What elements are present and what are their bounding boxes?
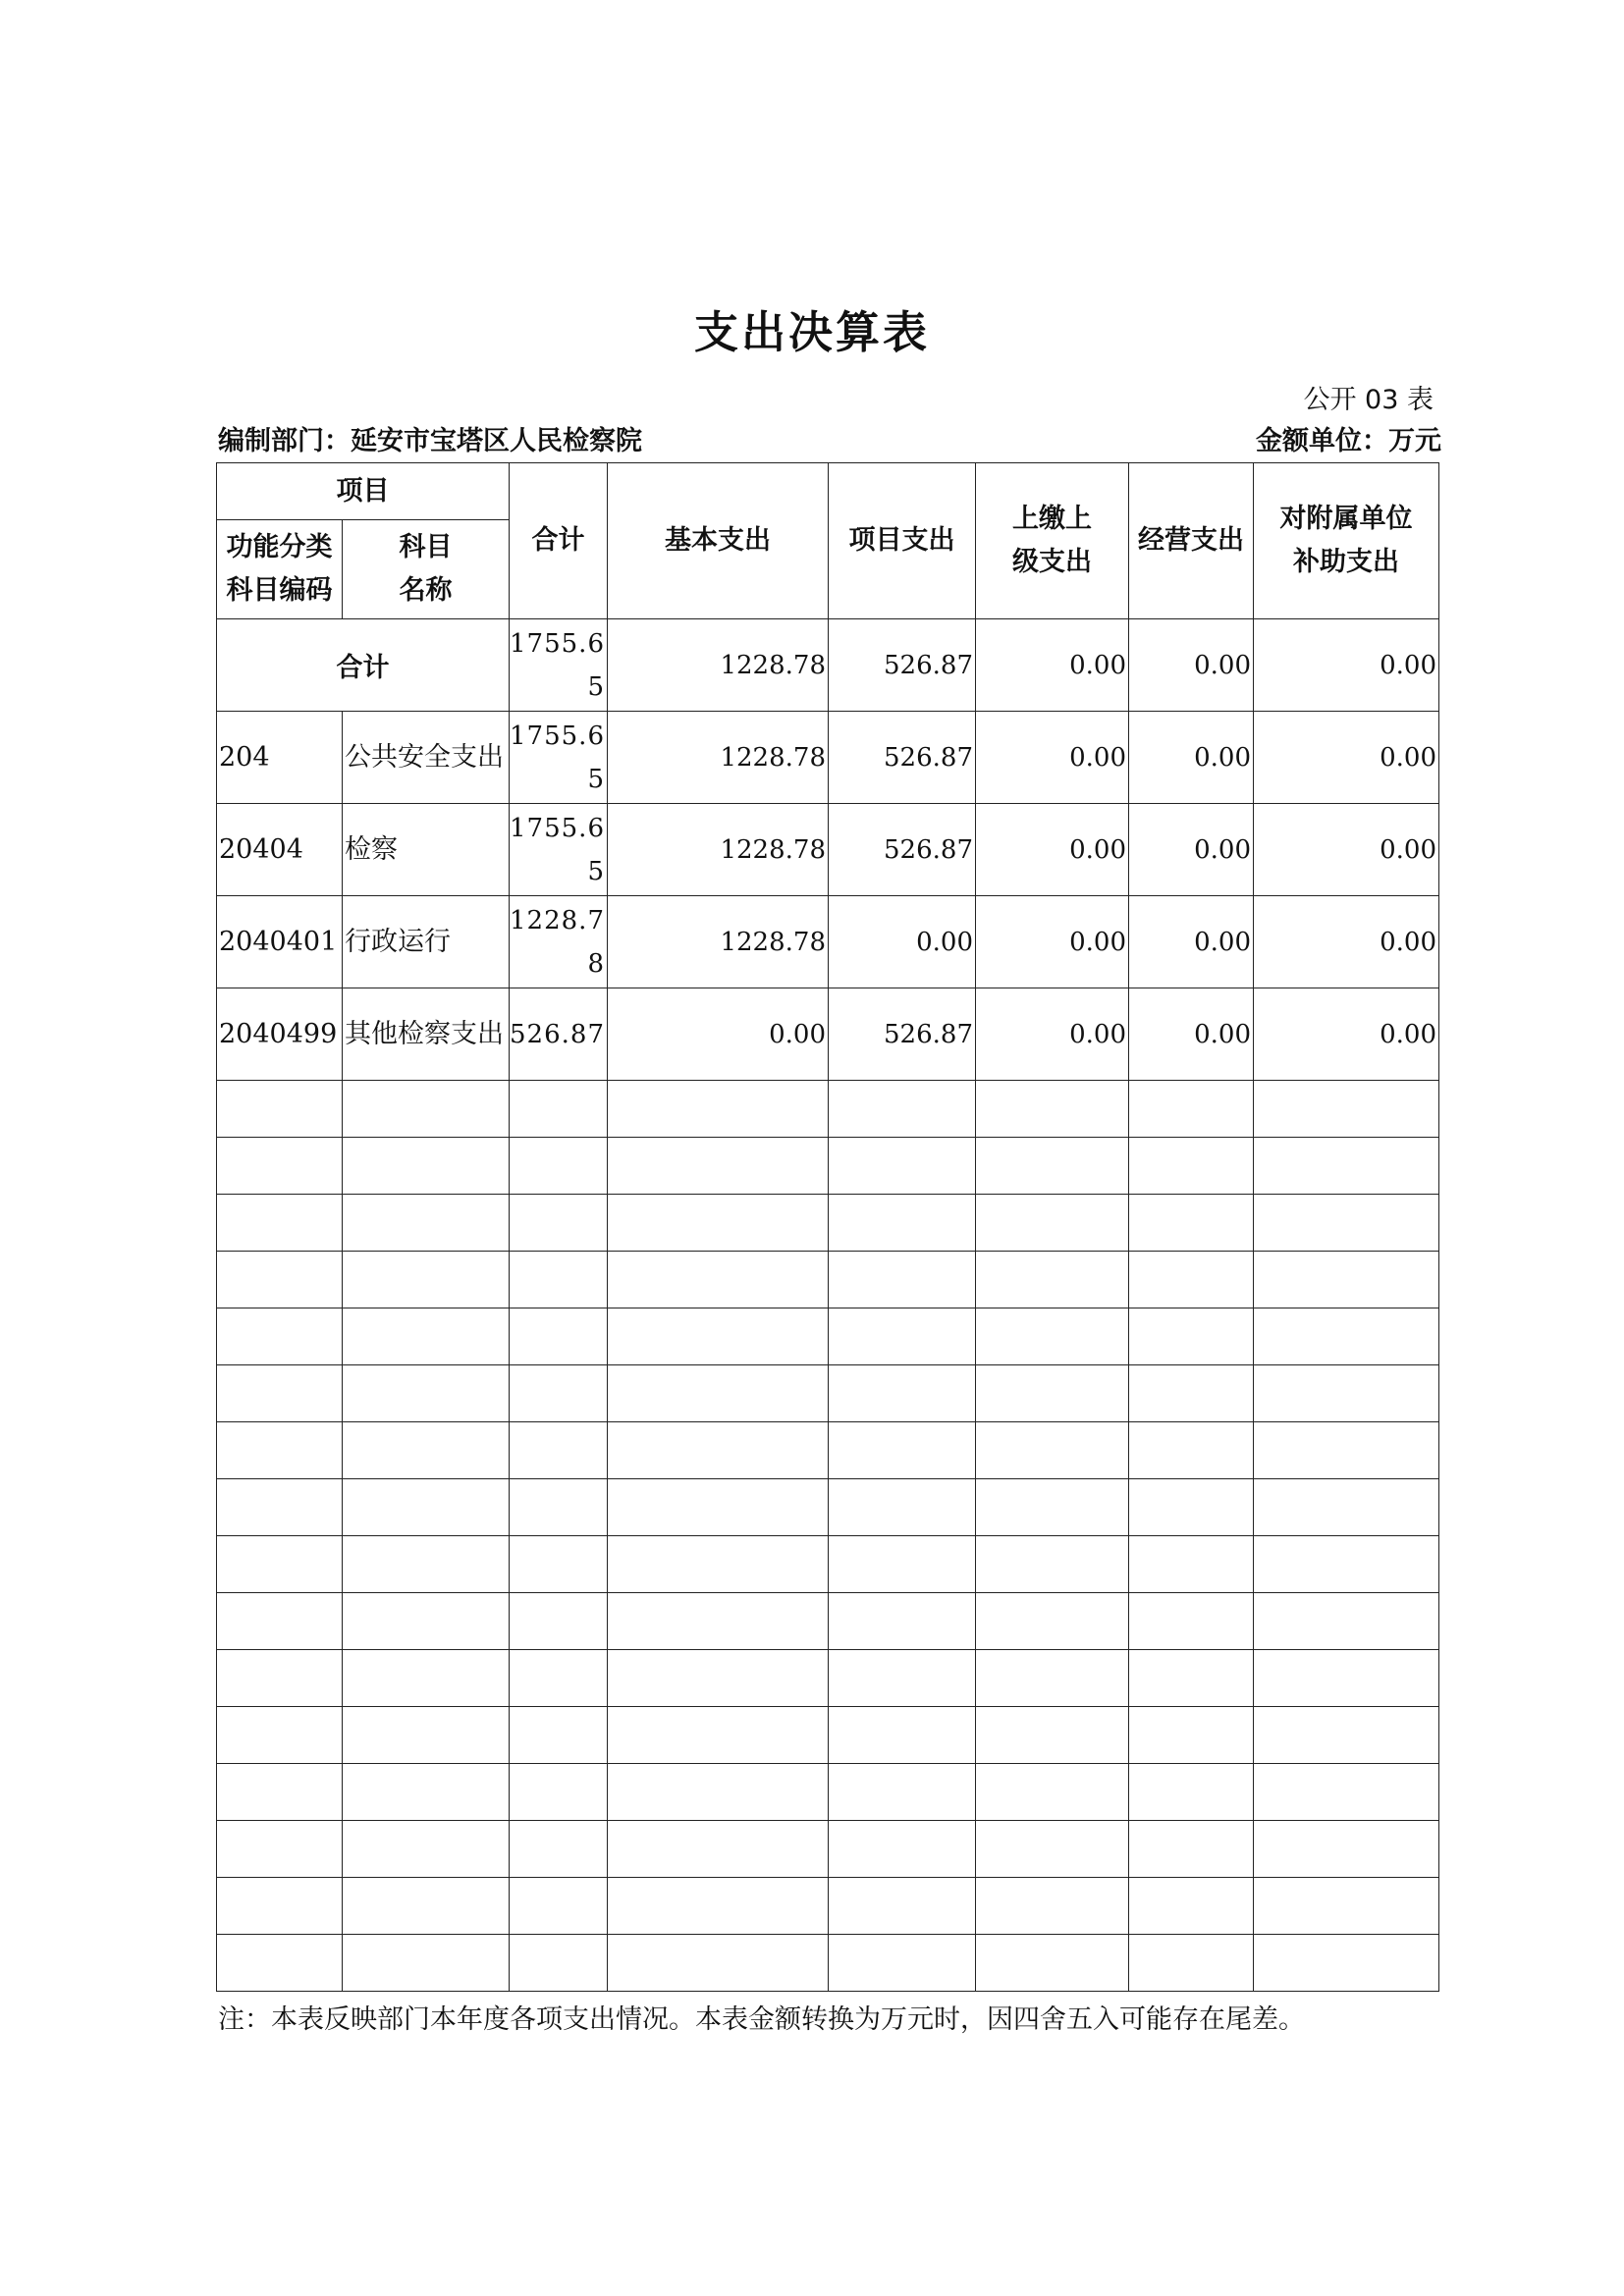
empty-cell <box>608 1707 829 1764</box>
empty-cell <box>217 1479 343 1536</box>
empty-cell <box>1254 1081 1439 1138</box>
empty-cell <box>608 1764 829 1821</box>
empty-cell <box>976 1195 1129 1252</box>
header-func-code <box>217 520 343 619</box>
empty-cell <box>829 1650 976 1707</box>
empty-cell <box>510 1593 608 1650</box>
empty-cell <box>217 1138 343 1195</box>
row-total: 1755.65 <box>510 712 608 804</box>
empty-row <box>217 1707 1439 1764</box>
empty-cell <box>217 1365 343 1422</box>
empty-cell <box>217 1707 343 1764</box>
empty-cell <box>1129 1878 1254 1935</box>
empty-cell <box>1129 1764 1254 1821</box>
row-project: 0.00 <box>829 896 976 988</box>
empty-cell <box>1254 1138 1439 1195</box>
empty-cell <box>1254 1707 1439 1764</box>
footnote: 注：本表反映部门本年度各项支出情况。本表金额转换为万元时，因四舍五入可能存在尾差。 <box>218 2004 1305 2035</box>
empty-cell <box>1129 1479 1254 1536</box>
table-row <box>217 988 1439 1081</box>
row-project: 526.87 <box>829 988 976 1081</box>
empty-row <box>217 1422 1439 1479</box>
empty-cell <box>976 1422 1129 1479</box>
empty-cell <box>343 1935 510 1992</box>
empty-cell <box>217 1821 343 1878</box>
row-project: 526.87 <box>829 712 976 804</box>
empty-cell <box>976 1138 1129 1195</box>
expenditure-table <box>216 462 1439 1992</box>
empty-row <box>217 1308 1439 1365</box>
empty-cell <box>1129 1308 1254 1365</box>
empty-cell <box>829 1707 976 1764</box>
row-code: 2040401 <box>217 896 343 988</box>
empty-row <box>217 1764 1439 1821</box>
table-row <box>217 712 1439 804</box>
empty-cell <box>1129 1422 1254 1479</box>
empty-cell <box>608 1252 829 1308</box>
row-basic: 1228.78 <box>608 712 829 804</box>
empty-cell <box>343 1593 510 1650</box>
empty-cell <box>1129 1252 1254 1308</box>
empty-cell <box>1254 1252 1439 1308</box>
empty-cell <box>829 1878 976 1935</box>
empty-cell <box>343 1138 510 1195</box>
empty-cell <box>976 1308 1129 1365</box>
row-basic: 0.00 <box>608 988 829 1081</box>
empty-cell <box>608 1536 829 1593</box>
row-code: 2040499 <box>217 988 343 1081</box>
empty-cell <box>510 1707 608 1764</box>
sum-label: 合计 <box>217 619 510 712</box>
empty-cell <box>976 1479 1129 1536</box>
header-basic: 基本支出 <box>608 463 829 619</box>
table-row <box>217 804 1439 896</box>
empty-cell <box>1129 1365 1254 1422</box>
row-name: 行政运行 <box>343 896 510 988</box>
empty-cell <box>976 1707 1129 1764</box>
empty-cell <box>510 1422 608 1479</box>
empty-cell <box>1254 1821 1439 1878</box>
empty-row <box>217 1081 1439 1138</box>
empty-row <box>217 1138 1439 1195</box>
empty-cell <box>217 1536 343 1593</box>
empty-cell <box>1254 1308 1439 1365</box>
row-name: 检察 <box>343 804 510 896</box>
empty-cell <box>1129 1195 1254 1252</box>
empty-cell <box>1129 1536 1254 1593</box>
header-remit-label: 上缴上级支出 <box>1012 504 1092 577</box>
row-code: 20404 <box>217 804 343 896</box>
empty-cell <box>829 1195 976 1252</box>
empty-cell <box>608 1479 829 1536</box>
empty-cell <box>608 1422 829 1479</box>
empty-cell <box>510 1536 608 1593</box>
empty-cell <box>608 1650 829 1707</box>
empty-cell <box>510 1252 608 1308</box>
header-subject-name <box>343 520 510 619</box>
empty-cell <box>510 1138 608 1195</box>
row-total: 526.87 <box>510 988 608 1081</box>
row-remit: 0.00 <box>976 896 1129 988</box>
header-func-code-label: 功能分类科目编码 <box>226 532 333 606</box>
empty-cell <box>1129 1593 1254 1650</box>
sum-project: 526.87 <box>829 619 976 712</box>
empty-cell <box>1254 1536 1439 1593</box>
row-name: 其他检察支出 <box>343 988 510 1081</box>
empty-cell <box>829 1764 976 1821</box>
empty-cell <box>976 1593 1129 1650</box>
empty-cell <box>829 1365 976 1422</box>
empty-cell <box>343 1422 510 1479</box>
empty-cell <box>510 1764 608 1821</box>
empty-cell <box>608 1138 829 1195</box>
empty-cell <box>1129 1650 1254 1707</box>
empty-cell <box>217 1422 343 1479</box>
empty-cell <box>217 1081 343 1138</box>
empty-row <box>217 1821 1439 1878</box>
empty-cell <box>217 1935 343 1992</box>
empty-cell <box>829 1593 976 1650</box>
empty-cell <box>510 1308 608 1365</box>
empty-cell <box>608 1308 829 1365</box>
empty-cell <box>608 1593 829 1650</box>
empty-row <box>217 1252 1439 1308</box>
empty-cell <box>829 1138 976 1195</box>
empty-cell <box>976 1081 1129 1138</box>
empty-cell <box>343 1081 510 1138</box>
empty-cell <box>343 1479 510 1536</box>
header-total: 合计 <box>510 463 608 619</box>
empty-cell <box>976 1252 1129 1308</box>
row-code: 204 <box>217 712 343 804</box>
empty-cell <box>829 1081 976 1138</box>
empty-cell <box>343 1365 510 1422</box>
empty-cell <box>829 1536 976 1593</box>
header-item: 项目 <box>217 463 510 520</box>
empty-cell <box>976 1821 1129 1878</box>
header-subsidy-label: 对附属单位补助支出 <box>1279 504 1413 577</box>
empty-cell <box>608 1365 829 1422</box>
unit-label: 金额单位：万元 <box>1256 426 1441 456</box>
empty-cell <box>343 1650 510 1707</box>
row-business: 0.00 <box>1129 896 1254 988</box>
empty-cell <box>1129 1821 1254 1878</box>
empty-cell <box>1254 1650 1439 1707</box>
row-total: 1755.65 <box>510 804 608 896</box>
empty-cell <box>1254 1365 1439 1422</box>
empty-cell <box>1129 1935 1254 1992</box>
empty-cell <box>510 1081 608 1138</box>
empty-row <box>217 1935 1439 1992</box>
row-total: 1228.78 <box>510 896 608 988</box>
empty-cell <box>829 1308 976 1365</box>
empty-cell <box>510 1935 608 1992</box>
empty-row <box>217 1536 1439 1593</box>
empty-row <box>217 1365 1439 1422</box>
empty-cell <box>217 1252 343 1308</box>
empty-cell <box>829 1422 976 1479</box>
empty-cell <box>829 1935 976 1992</box>
empty-cell <box>343 1308 510 1365</box>
row-subsidy: 0.00 <box>1254 896 1439 988</box>
empty-cell <box>1254 1195 1439 1252</box>
page-title: 支出决算表 <box>693 306 930 358</box>
table-row <box>217 896 1439 988</box>
empty-row <box>217 1195 1439 1252</box>
empty-cell <box>608 1195 829 1252</box>
empty-cell <box>608 1821 829 1878</box>
sum-row <box>217 619 1439 712</box>
empty-cell <box>976 1878 1129 1935</box>
empty-cell <box>608 1935 829 1992</box>
empty-cell <box>608 1081 829 1138</box>
row-business: 0.00 <box>1129 988 1254 1081</box>
empty-cell <box>510 1878 608 1935</box>
row-project: 526.87 <box>829 804 976 896</box>
empty-cell <box>1254 1764 1439 1821</box>
row-business: 0.00 <box>1129 712 1254 804</box>
sum-basic: 1228.78 <box>608 619 829 712</box>
empty-cell <box>1254 1593 1439 1650</box>
sum-remit: 0.00 <box>976 619 1129 712</box>
row-subsidy: 0.00 <box>1254 712 1439 804</box>
header-subsidy <box>1254 463 1439 619</box>
sum-subsidy: 0.00 <box>1254 619 1439 712</box>
empty-cell <box>343 1707 510 1764</box>
empty-cell <box>608 1878 829 1935</box>
header-subject-name-label: 科目名称 <box>399 532 453 606</box>
empty-row <box>217 1650 1439 1707</box>
empty-cell <box>976 1536 1129 1593</box>
header-remit <box>976 463 1129 619</box>
empty-row <box>217 1593 1439 1650</box>
empty-cell <box>510 1195 608 1252</box>
empty-cell <box>343 1878 510 1935</box>
empty-cell <box>343 1764 510 1821</box>
department-label: 编制部门：延安市宝塔区人民检察院 <box>218 426 642 456</box>
empty-cell <box>829 1479 976 1536</box>
empty-cell <box>343 1821 510 1878</box>
empty-cell <box>1254 1479 1439 1536</box>
empty-cell <box>510 1365 608 1422</box>
empty-cell <box>510 1821 608 1878</box>
empty-cell <box>1254 1422 1439 1479</box>
empty-cell <box>343 1536 510 1593</box>
header-business: 经营支出 <box>1129 463 1254 619</box>
empty-cell <box>217 1195 343 1252</box>
row-business: 0.00 <box>1129 804 1254 896</box>
empty-cell <box>1129 1138 1254 1195</box>
empty-cell <box>829 1252 976 1308</box>
empty-cell <box>217 1650 343 1707</box>
empty-cell <box>1129 1707 1254 1764</box>
empty-cell <box>217 1878 343 1935</box>
sum-business: 0.00 <box>1129 619 1254 712</box>
empty-row <box>217 1878 1439 1935</box>
row-basic: 1228.78 <box>608 804 829 896</box>
row-remit: 0.00 <box>976 712 1129 804</box>
empty-cell <box>1254 1935 1439 1992</box>
row-remit: 0.00 <box>976 988 1129 1081</box>
row-subsidy: 0.00 <box>1254 988 1439 1081</box>
empty-cell <box>217 1308 343 1365</box>
row-basic: 1228.78 <box>608 896 829 988</box>
row-subsidy: 0.00 <box>1254 804 1439 896</box>
empty-cell <box>1129 1081 1254 1138</box>
empty-cell <box>217 1593 343 1650</box>
empty-cell <box>217 1764 343 1821</box>
empty-cell <box>976 1365 1129 1422</box>
empty-cell <box>510 1479 608 1536</box>
row-name: 公共安全支出 <box>343 712 510 804</box>
empty-cell <box>976 1650 1129 1707</box>
empty-row <box>217 1479 1439 1536</box>
empty-cell <box>343 1252 510 1308</box>
empty-cell <box>976 1764 1129 1821</box>
empty-cell <box>976 1935 1129 1992</box>
empty-cell <box>343 1195 510 1252</box>
sum-total: 1755.65 <box>510 619 608 712</box>
empty-cell <box>1254 1878 1439 1935</box>
header-row-1 <box>217 463 1439 520</box>
row-remit: 0.00 <box>976 804 1129 896</box>
empty-cell <box>829 1821 976 1878</box>
form-number: 公开 03 表 <box>1303 385 1434 415</box>
empty-cell <box>510 1650 608 1707</box>
header-project: 项目支出 <box>829 463 976 619</box>
